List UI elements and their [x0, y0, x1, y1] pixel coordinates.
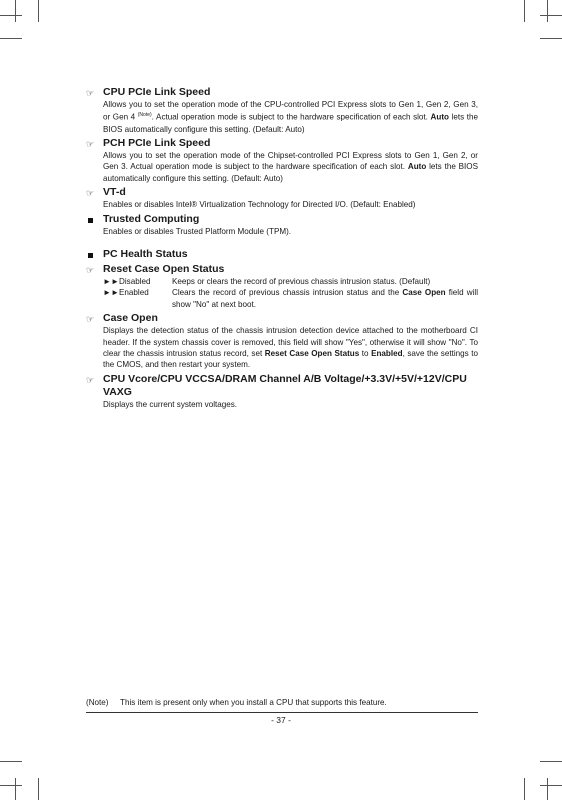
option-name: Enabled [119, 288, 149, 298]
square-bullet-icon [86, 214, 100, 226]
crop-mark [15, 0, 16, 22]
pointing-hand-icon: ☞ [86, 138, 95, 149]
setting-description: Allows you to set the operation mode of the CPU-controlled PCI Express slots to Gen 1, Gen 2, Gen 3, or Gen 4 $^{(Note)}$. Actual operation mode is subject to the hardware specification of each slot. Auto lets the BIOS automatically configure this setting. (Default: Auto) [103, 100, 478, 134]
crop-mark [0, 38, 22, 39]
page-content [86, 86, 478, 412]
setting-cpu-pcie-link-speed [86, 86, 478, 135]
setting-case-open [86, 312, 478, 371]
square-bullet-icon [86, 249, 100, 261]
setting-pch-pcie-link-speed [86, 137, 478, 184]
setting-description: Allows you to set the operation mode of the Chipset-controlled PCI Express slots to Gen 1, Gen 2, or Gen 3. Actual operation mode is subject to the hardware specification of each slot. Auto lets the BIOS automatically configure this setting. (Default: Auto) [103, 150, 479, 183]
setting-description: Displays the detection status of the chassis intrusion detection device attached to the motherboard CI header. If the system chassis cover is removed, this field will show "Yes", otherwise it will show "No". To clear the chassis intrusion status record, set Reset Case Open Status to Enabled, save the settings to the CMOS, and then restart your system. [103, 326, 478, 370]
setting-title: Case Open [103, 312, 158, 325]
setting-title: CPU PCIe Link Speed [103, 86, 211, 98]
setting-description: Displays the current system voltages. [103, 399, 238, 409]
option-name: Disabled [119, 276, 151, 286]
crop-mark [38, 0, 39, 22]
setting-reset-case-open-status [86, 263, 478, 310]
pointing-hand-icon: ☞ [86, 88, 95, 98]
double-arrow-icon: ►► [103, 276, 120, 286]
crop-mark [38, 778, 39, 800]
pointing-hand-icon: ☞ [86, 314, 95, 325]
crop-mark [540, 38, 562, 39]
option-description: Clears the record of previous chassis intrusion status and the Case Open field will show "No" at next boot. [172, 288, 479, 309]
section-title: PC Health Status [103, 247, 188, 260]
crop-mark [0, 15, 22, 16]
double-arrow-icon: ►► [103, 288, 120, 298]
option-row [103, 276, 478, 287]
pointing-hand-icon: ☞ [86, 264, 95, 275]
crop-mark [15, 778, 16, 800]
pointing-hand-icon: ☞ [86, 374, 95, 385]
crop-mark [0, 761, 22, 762]
pointing-hand-icon: ☞ [86, 188, 95, 199]
crop-mark [540, 785, 562, 786]
option-description: Keeps or clears the record of previous chassis intrusion status. (Default) [172, 276, 431, 286]
footnote-text: This item is present only when you install a CPU that supports this feature. [120, 698, 387, 707]
setting-title: VT-d [103, 186, 126, 199]
setting-vt-d [86, 186, 478, 210]
crop-mark [547, 778, 548, 800]
crop-mark [524, 778, 525, 800]
page-number: - 37 - [271, 715, 291, 725]
crop-mark [547, 0, 548, 22]
footnote-label: (Note) [86, 698, 109, 707]
setting-trusted-computing [86, 213, 478, 237]
footnote [86, 697, 478, 708]
setting-title: Reset Case Open Status [103, 262, 225, 275]
footer-divider [86, 712, 478, 713]
setting-title: CPU Vcore/CPU VCCSA/DRAM Channel A/B Voltage/+3.3V/+5V/+12V/CPU VAXG [103, 372, 467, 398]
option-row [103, 287, 478, 310]
setting-description: Enables or disables Intel® Virtualization Technology for Directed I/O. (Default: Enabled) [103, 200, 416, 210]
setting-title: Trusted Computing [103, 212, 200, 225]
crop-mark [540, 761, 562, 762]
setting-title: PCH PCIe Link Speed [103, 136, 211, 149]
crop-mark [0, 785, 22, 786]
setting-system-voltages [86, 373, 478, 410]
section-pc-health-status [86, 248, 478, 261]
crop-mark [524, 0, 525, 22]
crop-mark [540, 15, 562, 16]
setting-description: Enables or disables Trusted Platform Module (TPM). [103, 226, 292, 236]
